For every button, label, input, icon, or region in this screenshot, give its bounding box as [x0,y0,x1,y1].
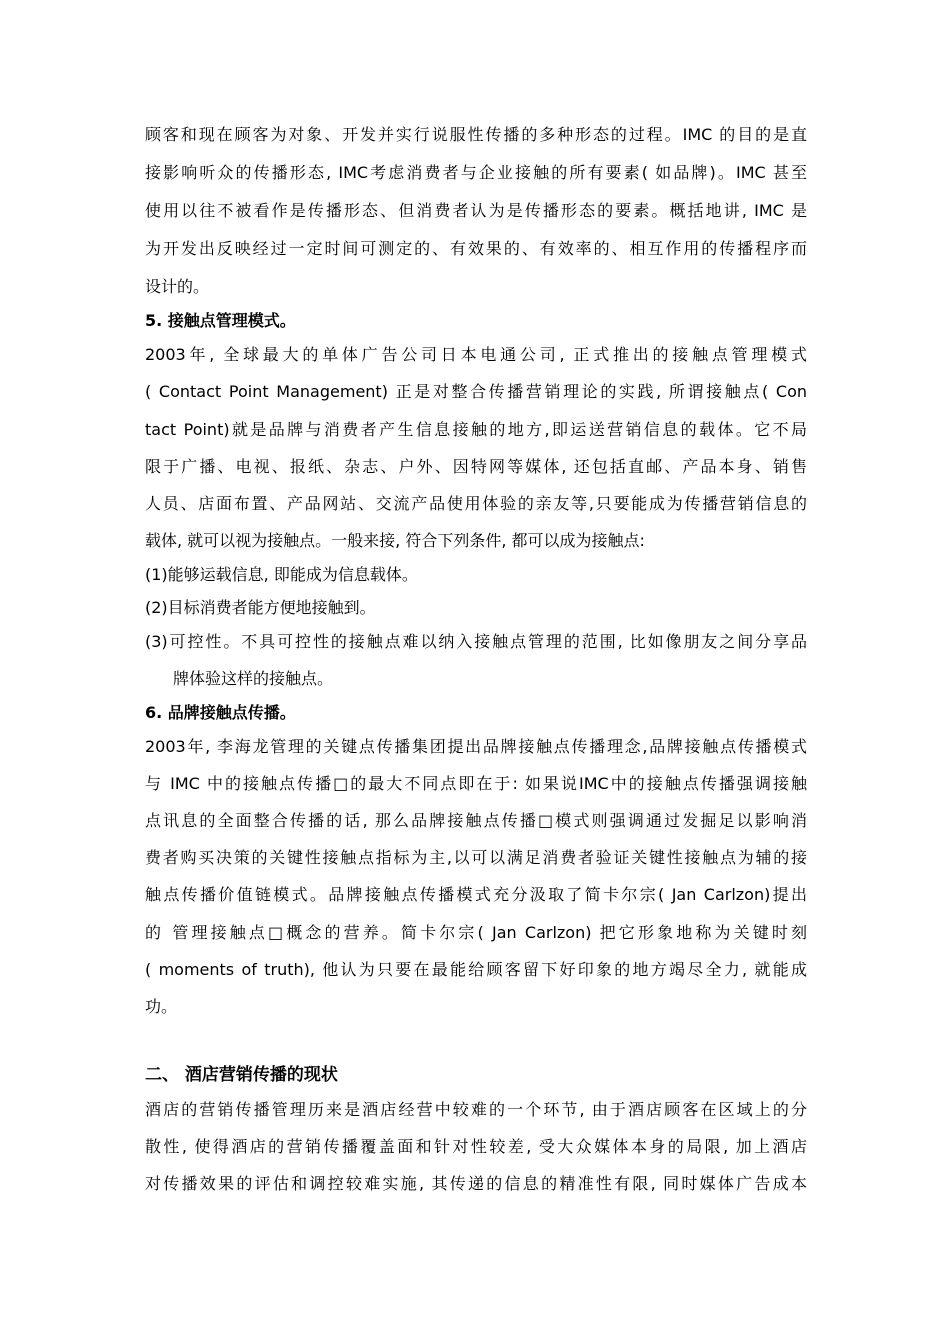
list-item: (3)可控性。不具可控性的接触点难以纳入接触点管理的范围, 比如像朋友之间分享品 [145,632,807,651]
paragraph-line: 2003年, 全球最大的单体广告公司日本电通公司, 正式推出的接触点管理模式 [145,345,807,364]
paragraph-line: 顾客和现在顾客为对象、开发并实行说服性传播的多种形态的过程。IMC 的目的是直 [145,125,807,144]
list-item: (1)能够运载信息, 即能成为信息载体。 [145,565,418,584]
paragraph-line: ( moments of truth), 他认为只要在最能给顾客留下好印象的地方竭尽全力, 就能成 [145,960,807,979]
paragraph-line: 为开发出反映经过一定时间可测定的、有效果的、有效率的、相互作用的传播程序而 [145,239,807,258]
paragraph-line: ( Contact Point Management) 正是对整合传播营销理论的实践, 所谓接触点( Con [145,382,807,401]
paragraph-line: 点讯息的全面整合传播的话, 那么品牌接触点传播□模式则强调通过发掘足以影响消 [145,811,807,830]
paragraph-line: 载体, 就可以视为接触点。一般来接, 符合下列条件, 都可以成为接触点: [145,531,645,550]
paragraph-line: 限于广播、电视、报纸、杂志、户外、因特网等媒体, 还包括直邮、产品本身、销售 [145,457,807,476]
paragraph-line: 酒店的营销传播管理历来是酒店经营中较难的一个环节, 由于酒店顾客在区域上的分 [145,1100,807,1119]
list-item: (2)目标消费者能方便地接触到。 [145,598,376,617]
list-item-continuation: 牌体验这样的接触点。 [173,669,334,688]
section-heading: 6. 品牌接触点传播。 [145,703,296,722]
paragraph-line: 触点传播价值链模式。品牌接触点传播模式充分汲取了简卡尔宗( Jan Carlzon)提出 [145,885,807,904]
paragraph-line: tact Point)就是品牌与消费者产生信息接触的地方,即运送营销信息的载体。它不局 [145,420,807,439]
paragraph-line: 与 IMC 中的接触点传播□的最大不同点即在于: 如果说IMC中的接触点传播强调接触 [145,774,807,793]
paragraph-line: 设计的。 [145,277,210,296]
chapter-heading: 二、 酒店营销传播的现状 [145,1065,338,1085]
paragraph-line: 使用以往不被看作是传播形态、但消费者认为是传播形态的要素。概括地讲, IMC 是 [145,201,807,220]
paragraph-line: 散性, 使得酒店的营销传播覆盖面和针对性较差, 受大众媒体本身的局限, 加上酒店 [145,1137,807,1156]
paragraph-line: 费者购买决策的关键性接触点指标为主,以可以满足消费者验证关键性接触点为辅的接 [145,848,807,867]
section-heading: 5. 接触点管理模式。 [145,311,296,330]
paragraph-line: 2003年, 李海龙管理的关键点传播集团提出品牌接触点传播理念,品牌接触点传播模式 [145,737,807,756]
paragraph-line: 人员、店面布置、产品网站、交流产品使用体验的亲友等,只要能成为传播营销信息的 [145,494,807,513]
paragraph-line: 功。 [145,997,178,1016]
paragraph-line: 的 管理接触点□概念的营养。简卡尔宗( Jan Carlzon) 把它形象地称为关键时刻 [145,923,807,942]
paragraph-line: 对传播效果的评估和调控较难实施, 其传递的信息的精准性有限, 同时媒体广告成本 [145,1174,807,1193]
paragraph-line: 接影响听众的传播形态, IMC考虑消费者与企业接触的所有要素( 如品牌)。IMC 甚至 [145,163,807,182]
